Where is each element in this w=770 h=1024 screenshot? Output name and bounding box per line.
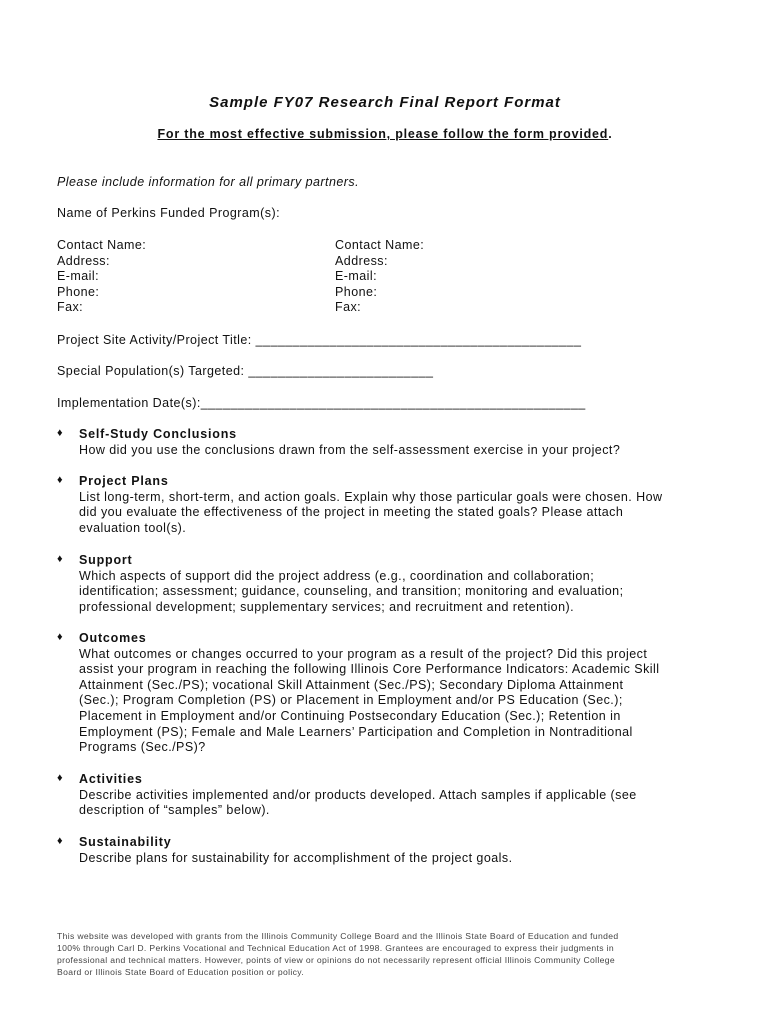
section-heading: Sustainability	[79, 835, 172, 849]
section-heading: Support	[79, 553, 133, 567]
section-sustainability	[57, 835, 717, 866]
address-label: Address:	[57, 253, 110, 268]
phone-label: Phone:	[335, 284, 378, 299]
section-line: evaluation tool(s).	[79, 520, 187, 535]
section-body	[79, 788, 717, 819]
section-line: Describe plans for sustainability for accomplishment of the project goals.	[79, 850, 513, 865]
subtitle-period: .	[608, 127, 613, 141]
section-body	[79, 647, 717, 756]
section-outcomes	[57, 631, 717, 756]
section-support	[57, 553, 717, 615]
section-line: Describe activities implemented and/or products developed. Attach samples if applicable (see	[79, 787, 637, 802]
section-line: What outcomes or changes occurred to your program as a result of the project? Did this project	[79, 646, 648, 661]
section-line: Placement in Employment and/or Continuing Postsecondary Education (Sec.); Retention in	[79, 708, 621, 723]
section-line: Which aspects of support did the project address (e.g., coordination and collaboration;	[79, 568, 595, 583]
project-title-field: Project Site Activity/Project Title: ____________________________________________	[57, 333, 582, 347]
address-label: Address:	[335, 253, 388, 268]
fax-label: Fax:	[57, 300, 84, 315]
diamond-bullet-icon: ♦	[57, 474, 64, 486]
diamond-bullet-icon: ♦	[57, 553, 64, 565]
footer-line: Board or Illinois State Board of Education position or policy.	[57, 967, 305, 977]
contact-block-left	[57, 238, 146, 316]
footer-disclaimer	[57, 930, 722, 978]
section-body	[79, 569, 717, 616]
section-line: Attainment (Sec./PS); vocational Skill Attainment (Sec./PS); Secondary Diploma Attainment	[79, 677, 624, 692]
section-line: did you evaluate the effectiveness of the project in meeting the stated goals? Please attach	[79, 505, 624, 520]
program-name-label: Name of Perkins Funded Program(s):	[57, 206, 281, 220]
diamond-bullet-icon: ♦	[57, 835, 64, 847]
section-line: assist your program in reaching the following Illinois Core Performance Indicators: Academic Skill	[79, 662, 660, 677]
section-line: List long-term, short-term, and action goals. Explain why those particular goals were chosen. How	[79, 489, 663, 504]
section-heading: Outcomes	[79, 631, 147, 645]
section-heading: Activities	[79, 772, 143, 786]
document-title: Sample FY07 Research Final Report Format	[209, 94, 561, 111]
section-line: How did you use the conclusions drawn from the self-assessment exercise in your project?	[79, 442, 621, 457]
footer-line: professional and technical matters. However, points of view or opinions do not necessarily represent official Illinois Community College	[57, 955, 616, 965]
document-subtitle	[0, 127, 770, 141]
section-line: (Sec.); Program Completion (PS) or Placement in Employment and/or PS Education (Sec.);	[79, 693, 623, 708]
footer-line: This website was developed with grants from the Illinois Community College Board and the Illinois State Board of Education and funded	[57, 931, 619, 941]
diamond-bullet-icon: ♦	[57, 772, 64, 784]
section-line: identification; assessment; guidance, counseling, and transition; monitoring and evaluation;	[79, 584, 624, 599]
section-heading: Project Plans	[79, 474, 169, 488]
subtitle-underlined-text: For the most effective submission, please follow the form provided	[157, 127, 609, 141]
phone-label: Phone:	[57, 284, 100, 299]
section-heading: Self-Study Conclusions	[79, 427, 237, 441]
fax-label: Fax:	[335, 300, 362, 315]
contact-name-label: Contact Name:	[57, 238, 147, 252]
section-body	[79, 851, 717, 867]
section-project-plans	[57, 474, 717, 536]
diamond-bullet-icon: ♦	[57, 427, 64, 439]
section-body	[79, 490, 717, 537]
intro-text: Please include information for all primary partners.	[57, 175, 359, 189]
section-line: Employment (PS); Female and Male Learners’ Participation and Completion in Nontraditional	[79, 724, 633, 739]
special-population-field: Special Population(s) Targeted: _________________________	[57, 364, 434, 378]
section-line: Programs (Sec./PS)?	[79, 740, 206, 755]
section-activities	[57, 772, 717, 819]
section-line: description of “samples” below).	[79, 803, 270, 818]
contact-name-label: Contact Name:	[335, 238, 425, 252]
section-self-study-conclusions	[57, 427, 717, 458]
diamond-bullet-icon: ♦	[57, 631, 64, 643]
section-line: professional development; supplementary services; and recruitment and retention).	[79, 599, 575, 614]
section-body	[79, 443, 717, 459]
footer-line: 100% through Carl D. Perkins Vocational and Technical Education Act of 1998. Grantees are encouraged to express their judgments in	[57, 943, 614, 953]
email-label: E-mail:	[57, 269, 100, 284]
implementation-dates-field: Implementation Date(s):____________________________________________________	[57, 396, 586, 410]
email-label: E-mail:	[335, 269, 378, 284]
contact-block-right	[335, 238, 424, 316]
